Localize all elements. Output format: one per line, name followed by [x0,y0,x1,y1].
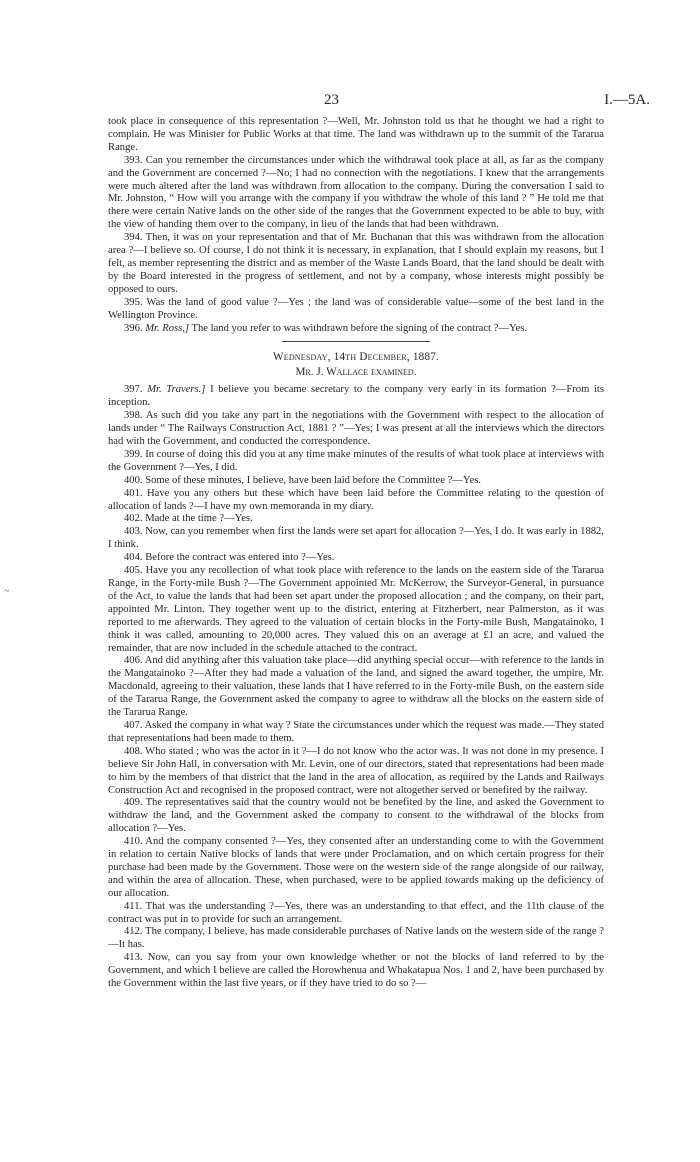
testimony-paragraph [108,384,604,410]
paragraph-text: 410. And the company consented ?—Yes, they consented after an understanding come to with the Government in relation to certain Native blocks of lands that were under Proclamation, and on which certain progress for their purchase had been made by the Government. Those were on the western side of the range alongside of our railway, and within the area of allocation. These, when purchased, were to be applied towards making up the deficiency of our allocation. [108,836,604,899]
testimony-paragraph [108,449,604,475]
testimony-paragraph [108,475,604,488]
paper-reference: I.—5A. [604,92,650,108]
paragraph-text: 406. And did anything after this valuation take place—did anything special occur—with reference to the lands in the Mangatainoko ?—After they had made a valuation of the land, and signed the award together, the umpire, Mr. Macdonald, agreeing to their valuation, these lands that I have referred to in the Forty-mile Bush, on the eastern side of the Tararua Range, the Government asked the company to agree to withdraw all the blocks on the eastern side of the Tararua Range. [108,655,604,719]
paragraph-text: 398. As such did you take any part in the negotiations with the Government with respect to the allocation of lands under “ The Railways Construction Act, 1881 ? ”—Yes; I was present at all the interviews which the directors had with the Government, and conducted the correspondence. [108,410,604,448]
paragraph-text: 402. Made at the time ?—Yes. [124,513,253,525]
paragraph-text: The land you refer to was withdrawn before the signing of the contract ?—Yes. [191,322,528,334]
date-heading: Wednesday, 14th December, 1887. [272,351,439,364]
paragraph-text: 400. Some of these minutes, I believe, have been laid before the Committee ?—Yes. [124,474,481,486]
paragraph-text: took place in consequence of this representation ?—Well, Mr. Johnston told us that he thought we had a right to complain. He was Minister for Public Works at that time. The land was withdrawn up to the summit of the Tararua Range. [108,116,604,153]
testimony-paragraph [108,116,604,155]
paragraph-text: 403. Now, can you remember when first the lands were set apart for allocation ?—Yes, I do. It was early in 1882, I think. [108,526,604,551]
testimony-paragraph [108,526,604,552]
testimony-paragraph [108,513,604,526]
testimony-paragraph [108,410,604,449]
testimony-paragraph [108,901,604,927]
testimony-paragraph [108,952,604,991]
paragraph-text: 405. Have you any recollection of what took place with reference to the lands on the eastern side of the Tararua Range, in the Forty-mile Bush ?—The Government appointed Mr. McKerrow, the Surveyor-General, in pursuance of the Act, to value the lands that had been set apart under the proposed allocation ; and the company, on their part, appointed Mr. Linton. They together went up to the district, entering at Fitzherbert, near Palmerston, as it was reported to me afterwards. They agreed to the valuation of certain blocks in the Forty-mile Bush, Mangatainoko, I think it was called, amounting to 20,000 acres. They valued this on an average at £1 an acre, and valued the remainder, that are now included in the schedule attached to the contract. [108,565,604,654]
paragraph-text: 404. Before the contract was entered into ?—Yes. [124,552,335,564]
testimony-section-1 [108,116,604,335]
question-number: 397. [124,384,143,396]
testimony-paragraph [108,323,604,336]
margin-mark: ~ [4,586,10,597]
paragraph-text: 401. Have you any others but these which have been laid before the Committee relating to the question of allocation of lands ?—I have my own memoranda in my diary. [108,487,604,512]
testimony-paragraph [108,232,604,297]
speaker-name: Mr. Travers.] [147,384,206,396]
testimony-paragraph [108,488,604,514]
page-number: 23 [324,92,339,108]
witness-heading: Mr. J. Wallace examined. [295,366,417,379]
testimony-paragraph [108,297,604,323]
page-header [0,92,700,112]
paragraph-text: 413. Now, can you say from your own knowledge whether or not the blocks of land referred to by the Government, and which I believe are called the Horowhenua and Whakatapua Nos. 1 and 2, have been purchased by the Government within the last five years, or if they have tried to do so ?— [108,952,604,990]
paragraph-text: 411. That was the understanding ?—Yes, there was an understanding to that effect, and the 11th clause of the contract was put in to provide for such an arrangement. [108,900,604,925]
paragraph-text: 412. The company, I believe, has made considerable purchases of Native lands on the western side of the range ?—It has. [108,926,604,951]
testimony-paragraph [108,746,604,798]
testimony-section-2 [108,384,604,991]
testimony-paragraph [108,552,604,565]
paragraph-text: 394. Then, it was on your representation and that of Mr. Buchanan that this was withdrawn from the allocation area ?—I believe so. Of course, I do not think it is necessary, in explanation, that I should explain my reasons, but I felt, as member representing the district and as member of the Waste Lands Board, that the land should be dealt with by the Board interested in the progress of settlement, and not by a company, whose interests might possibly be opposed to ours. [108,232,604,295]
question-number: 396. [124,322,143,334]
paragraph-text: 408. Who stated ; who was the actor in it ?—I do not know who the actor was. It was not done in my presence. I believe Sir John Hall, in conversation with Mr. Levin, one of our directors, stated that representations had been made to him by the members of that district that the land in the area of allocation, as required by the Lands and Railways Construction Act and recognised in the proposed contract, were not altogether served or benefited by the railway. [108,745,605,796]
paragraph-text: 399. In course of doing this did you at any time make minutes of the results of what took place at interviews with the Government ?—Yes, I did. [108,448,604,473]
testimony-paragraph [108,720,604,746]
testimony-paragraph [108,797,604,836]
testimony-paragraph [108,926,604,952]
paragraph-text: 393. Can you remember the circumstances under which the withdrawal took place at all, as far as the company and the Government are concerned ?—No; I had no connection with the negotiations. I knew that the arrangements were much altered after the land was withdrawn from allocation to the company. During the conversation I said to Mr. Johnston, “ How will you arrange with the company if you withdraw the whole of this land ? ” He told me that there were certain Native lands on the other side of the ranges that the Government expected to be able to buy, with the view of handing them over to the company, in lieu of the lands that had been withdrawn. [108,154,604,231]
testimony-paragraph [108,155,604,232]
testimony-paragraph [108,565,604,655]
page-body [108,116,604,991]
speaker-name: Mr. Ross,] [145,322,190,334]
paragraph-text: I believe you became secretary to the company very early in its formation ?—From its inception. [108,384,605,409]
paragraph-text: 407. Asked the company in what way ? State the circumstances under which the request was made.—They stated that representations had been made to them. [108,719,604,744]
paragraph-text: 409. The representatives said that the country would not be benefited by the line, and asked the Government to withdraw the land, and the Government asked the company to consent to the withdrawal of the blocks from allocation ?—Yes. [108,797,604,835]
section-divider [282,341,430,342]
testimony-paragraph [108,655,604,720]
paragraph-text: 395. Was the land of good value ?—Yes ; the land was of considerable value—some of the best land in the Wellington Province. [108,296,604,321]
testimony-paragraph [108,836,604,901]
